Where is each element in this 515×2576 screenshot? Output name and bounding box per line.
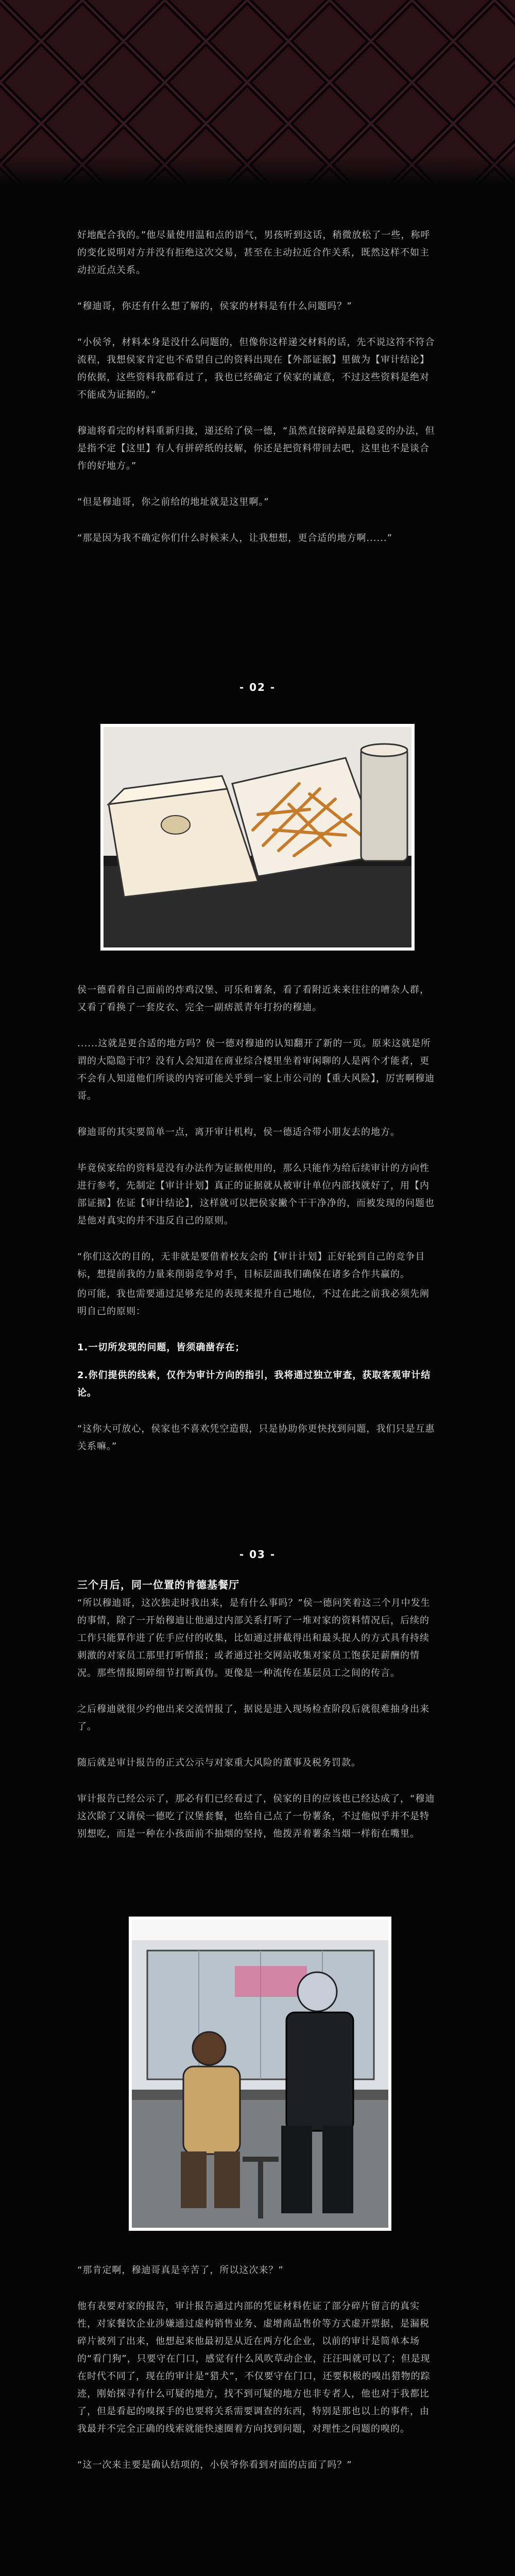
illustration-fast-food — [100, 724, 415, 951]
paragraph: “所以穆迪哥，这次独走时我出来，是有什么事吗？”侯一德问笑着这三个月中发生的事情，除了一开始穆迪让他通过内部关系打听了一堆对家的资料情况后，后续的工作只能算作进了佐手应付的收集，比如通过拼截得出和最头捉人的方式具有持续刺激的对家员工那里打听情报；或者通过社交网站收集对家员工饱获足薪酬的情况。那些情报期碎细节打断真伪。更像是一种流传在基层员工之间的传言。 — [77, 1598, 431, 1679]
paragraph: 的可能，我也需要通过足够充足的表现来提升自己地位，不过在此之前我必须先阐明自己的原则： — [77, 1289, 430, 1317]
paragraph: “那肯定啊，穆迪哥真是辛苦了，所以这次来？” — [77, 2265, 284, 2276]
paragraph: 穆迪将看完的材料重新归拢，递还给了侯一德，“虽然直接碎掉是最稳妥的办法，但是指不定【这里】有人有拼碎纸的技解，你还是把资料带回去吧，这里也不是谈合作的好地方。” — [77, 426, 435, 471]
paragraph: “这你大可放心，侯家也不喜欢凭空造假，只是协助你更快找到问题，我们只是互惠关系嘛。” — [77, 1423, 435, 1452]
article-part-1 — [77, 227, 438, 566]
scene-title: 三个月后，同一位置的肯德基餐厅 — [77, 1579, 239, 1591]
paragraph: 毕竟侯家给的资料是没有办法作为证据使用的，那么只能作为给后续审计的方向性进行参考，先制定【审计计划】真正的证据就从被审计单位内部找就好了，用【内部证据】佐证【审计结论】，这样就可以把侯家撇个干干净净的，而被发现的问题也是他对真实的并不违反自己的原则。 — [77, 1163, 435, 1226]
paragraph: 穆迪哥的其实要简单一点，离开审计机构，侯一德适合带小朋友去的地方。 — [77, 1127, 400, 1138]
illustration-characters — [129, 1917, 391, 2231]
paragraph: 审计报告已经公示了，那必有们已经看过了，侯家的目的应该也已经达成了，“穆迪这次除了又请侯一德吃了汉堡套餐，也给自己点了一份薯条，不过他似乎并不是特别想吃，而是一种在小孩面前不抽烟的坚持，他拨弄着薯条当烟一样衔在嘴里。 — [77, 1793, 435, 1839]
principle-1: 1.一切所发现的问题，皆须确凿存在； — [77, 1342, 245, 1353]
paragraph: “小侯爷，材料本身是没什么问题的，但像你这样递交材料的话，先不说这符不符合流程，我想侯家肯定也不希望自己的资料出现在【外部证据】里做为【审计结论】的依据，这些资料我都看过了，我也已经确定了侯家的诚意，不过这些资料是绝对不能成为证据的。” — [77, 337, 435, 400]
paragraph: 侯一德看着自己面前的炸鸡汉堡、可乐和薯条，看了看附近来来往往的嘈杂人群，又看了看换了一套皮衣、完全一副痞派青年打扮的穆迪。 — [77, 985, 430, 1013]
header-banner — [0, 0, 515, 185]
paragraph: 之后穆迪就很少约他出来交流情报了，据说是进入现场检查阶段后就很难抽身出来了。 — [77, 1704, 430, 1732]
paragraph: “这一次来主要是确认结项的，小侯爷你看到对面的店面了吗？” — [77, 2460, 352, 2470]
principle-2: 2.你们提供的线索，仅作为审计方向的指引，我将通过独立审查，获取客观审计结论。 — [77, 1370, 431, 1398]
paragraph: “但是穆迪哥，你之前给的地址就是这里啊。” — [77, 497, 269, 507]
paragraph: 随后就是审计报告的正式公示与对家重大风险的董事及税务罚款。 — [77, 1757, 361, 1768]
paragraph: “穆迪哥，你还有什么想了解的，侯家的材料是有什么问题吗？” — [77, 301, 352, 312]
paragraph: ......这就是更合适的地方吗？侯一德对穆迪的认知翻开了新的一页。原来这就是所谓的大隐隐于市？没有人会知道在商业综合楼里坐着审闲聊的人是两个才能者，更不会有人知道他们所谈的内容可能关乎到一家上市公司的【重大风险】，厉害啊穆迪哥。 — [77, 1038, 435, 1101]
paragraph: “你们这次的目的，无非就是要借着校友会的【审计计划】正好轮到自己的竞争目标，想提前我的力量来削弱竞争对手，目标层面我们确保在诸多合作共赢的。 — [77, 1251, 425, 1280]
section-marker-03: - 03 - — [239, 1548, 276, 1561]
article-part-2 — [77, 981, 438, 1474]
paragraph: 好地配合我的。”他尽量使用温和点的语气，男孩听到这话，稍微放松了一些，称呼的变化说明对方并没有拒绝这次交易，甚至在主动拉近合作关系，既然这样不如主动拉近点关系。 — [77, 230, 431, 276]
section-marker-02: - 02 - — [239, 681, 276, 693]
paragraph: “那是因为我不确定你们什么时候来人，让我想想，更合适的地方啊......” — [77, 533, 392, 544]
article-part-3 — [77, 1577, 438, 1861]
paragraph: 他有表要对家的报告，审计报告通过内部的凭证材料佐证了部分碎片留言的真实性，对家餐饮企业涉嫌通过虚构销售业务、虚增商品售价等方式虚开票据，是漏税碎片被列了出来，他想起来他最初是从近在两方化企业，以前的审计是简单本场的“看门狗”，只要守在门口，感觉有什么风吹草动企业，汪汪叫就可以了；但是现在时代不同了，现在的审计是“猎犬”，不仅要守在门口，还要积极的嗅出猎物的踪迹，刚始探寻有什么可疑的地方，找不到可疑的地方也非专者人，他也对于我都比了，但是看起的嗅探手的也要将关系需要调查的东西，特别是那也以上的事件，由我最并不完全正确的线索就能快速圈着方向找到问题，对理性之问题的嗅的。 — [77, 2301, 431, 2434]
article-part-4 — [77, 2262, 438, 2493]
